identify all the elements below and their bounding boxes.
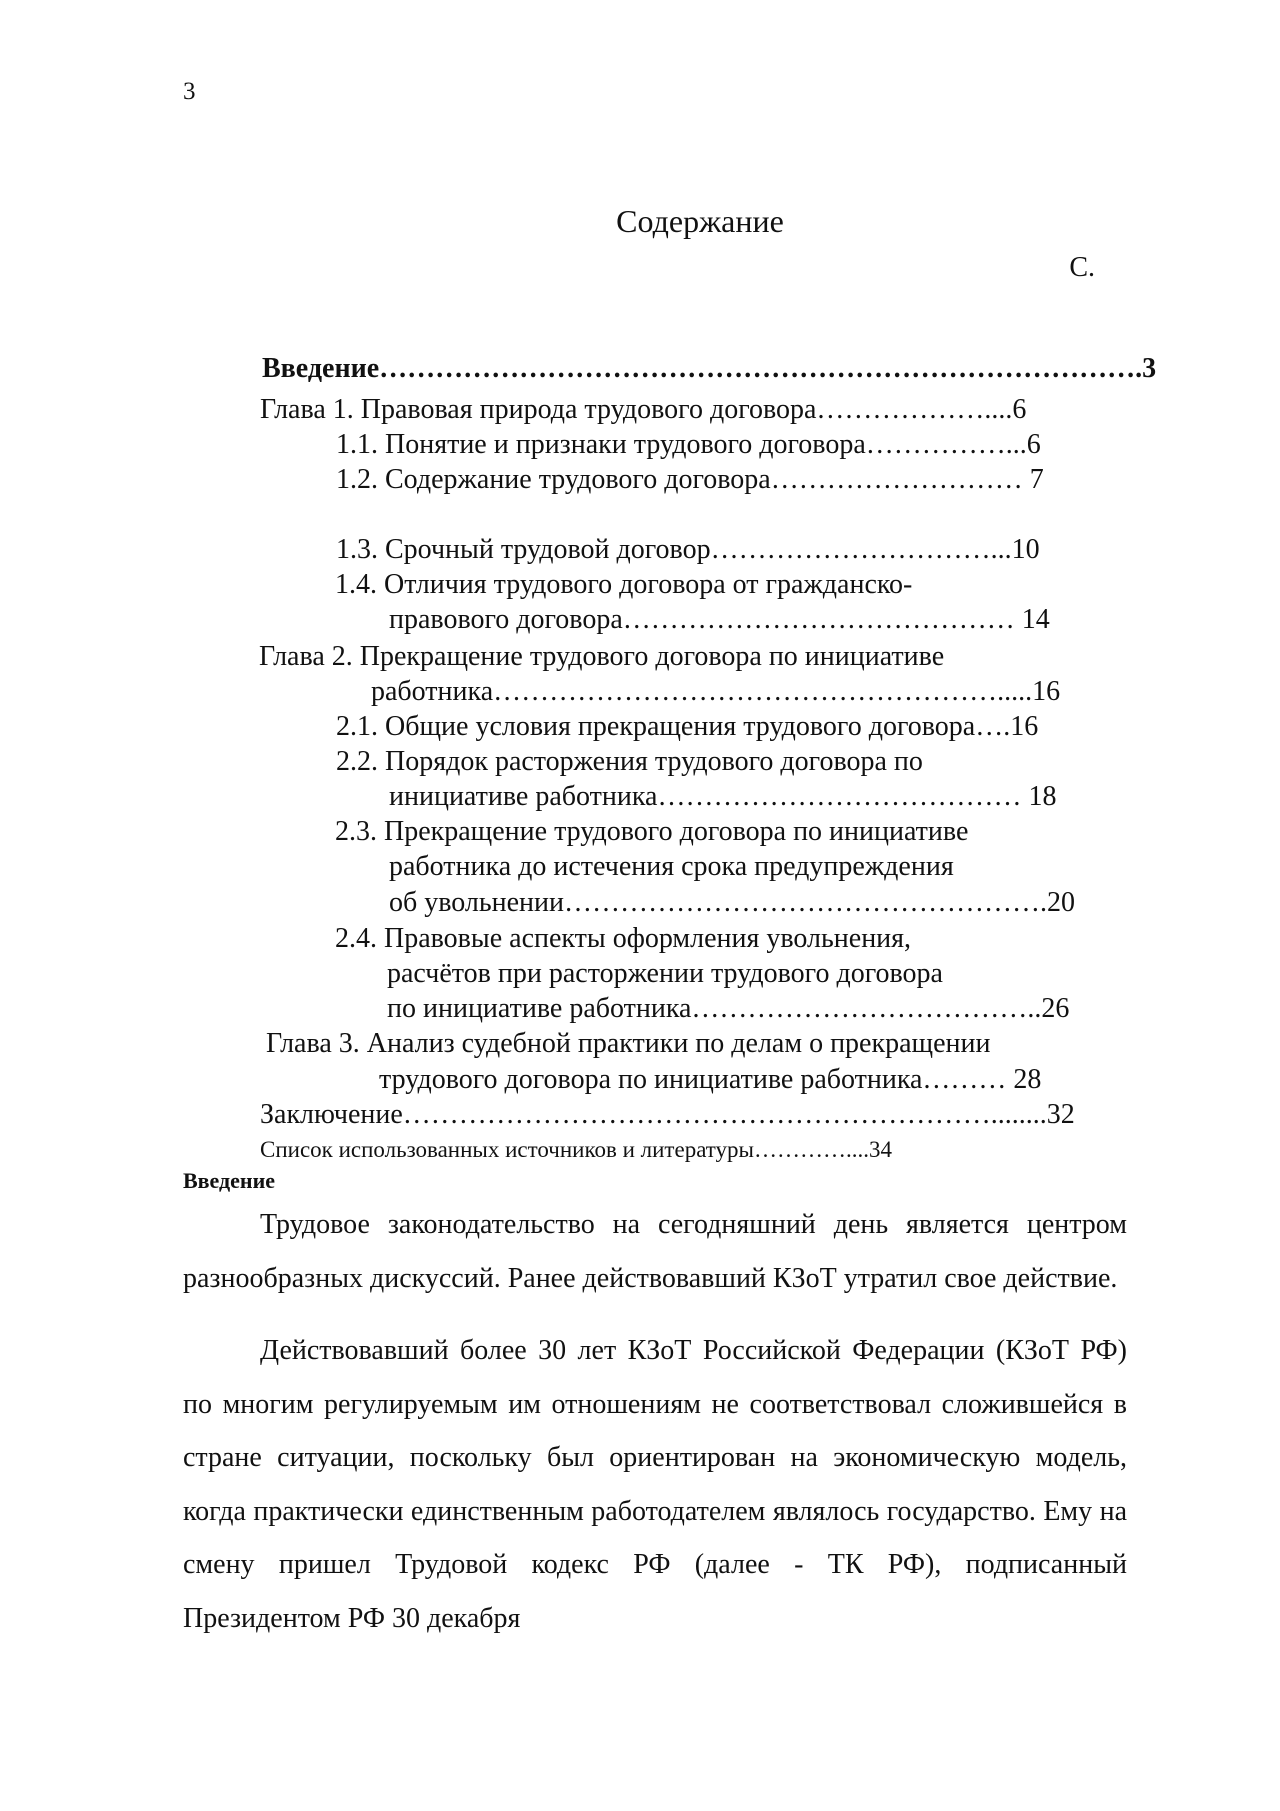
toc-entry-chapter-1: Глава 1. Правовая природа трудового договора………………....6 <box>260 394 1027 425</box>
paragraph: Действовавший более 30 лет КЗоТ Российской Федерации (КЗоТ РФ) по многим регулируемым им отношениям не соответствовал сложившейся в стране ситуации, поскольку был ориентирован на экономическую модель, когда практически единственным работодателем являлось государство. Ему на смену пришел Трудовой кодекс РФ (далее - ТК РФ), подписанный Президентом РФ 30 декабря <box>183 1335 1127 1634</box>
toc-entry-1-4-cont: правового договора…………………………………… 14 <box>389 604 1050 635</box>
toc-entry-introduction: Введение……………………………………………………………………….3 <box>262 353 1157 384</box>
section-heading-introduction: Введение <box>183 1168 276 1193</box>
toc-entry-1-2: 1.2. Содержание трудового договора……………………… 7 <box>336 464 1044 495</box>
page-number: 3 <box>183 78 196 105</box>
toc-entry-1-1: 1.1. Понятие и признаки трудового договора……………...6 <box>336 429 1041 460</box>
page-title <box>0 203 1280 240</box>
toc-entry-2-4: 2.4. Правовые аспекты оформления увольнения, <box>335 923 912 954</box>
toc-entry-2-3: 2.3. Прекращение трудового договора по инициативе <box>335 816 969 847</box>
page-title-text: Содержание <box>616 203 784 239</box>
toc-entry-2-2: 2.2. Порядок расторжения трудового договора по <box>336 746 923 777</box>
toc-entry-chapter-3-cont: трудового договора по инициативе работника……… 28 <box>379 1064 1042 1095</box>
toc-entry-1-3: 1.3. Срочный трудовой договор…………………………...10 <box>336 534 1040 565</box>
toc-entry-2-1: 2.1. Общие условия прекращения трудового договора….16 <box>336 711 1039 742</box>
body-text <box>183 1198 1127 1645</box>
toc-entry-chapter-2: Глава 2. Прекращение трудового договора по инициативе <box>259 641 945 672</box>
toc-entry-chapter-2-cont: работника……………………………………………….....16 <box>371 676 1061 707</box>
toc-entry-2-2-cont: инициативе работника………………………………… 18 <box>389 781 1057 812</box>
toc-entry-conclusion: Заключение………………………………………………………........32 <box>260 1099 1075 1130</box>
toc-entry-2-4-cont-2: по инициативе работника………………………………..26 <box>387 993 1070 1024</box>
toc-entry-2-3-cont-1: работника до истечения срока предупреждения <box>389 851 954 882</box>
paragraph: Трудовое законодательство на сегодняшний день является центром разнообразных дискуссий. Ранее действовавший КЗоТ утратил свое действие. <box>183 1209 1127 1294</box>
toc-entry-bibliography: Список использованных источников и литературы…………....34 <box>260 1137 893 1162</box>
toc-entry-2-4-cont-1: расчётов при расторжении трудового договора <box>387 958 943 989</box>
toc-entry-1-4: 1.4. Отличия трудового договора от гражданско- <box>335 569 913 600</box>
toc-entry-2-3-cont-2: об увольнении…………………………………………….20 <box>389 887 1076 918</box>
toc-entry-chapter-3: Глава 3. Анализ судебной практики по делам о прекращении <box>266 1028 991 1059</box>
page-column-label: С. <box>1069 252 1095 283</box>
